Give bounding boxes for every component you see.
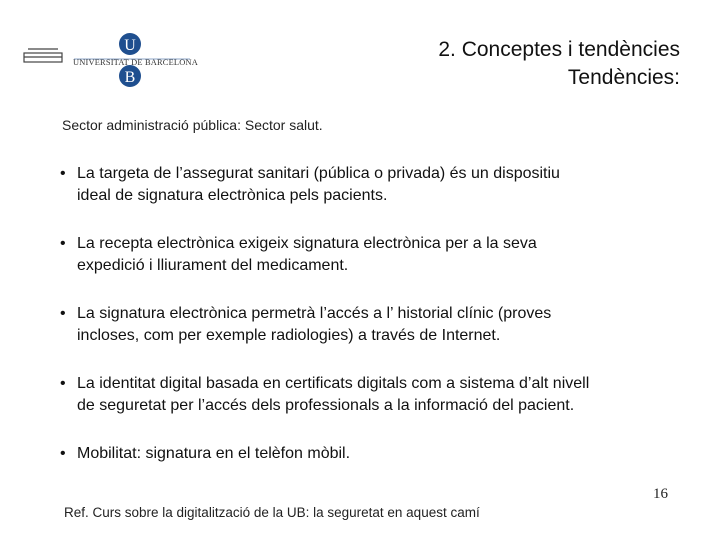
bullet-dot: • bbox=[60, 375, 66, 392]
bullet-line: La recepta electrònica exigeix signatura electrònica per a la seva bbox=[77, 235, 537, 252]
bullet-dot: • bbox=[60, 235, 66, 252]
bullet-line: de seguretat per l’accés dels professionals a la informació del pacient. bbox=[77, 397, 575, 414]
bullet-line: La targeta de l’assegurat sanitari (pública o privada) és un dispositiu bbox=[77, 165, 560, 182]
page-number: 16 bbox=[653, 486, 668, 502]
logo-wordmark: UNIVERSITAT DE BARCELONA bbox=[73, 58, 198, 67]
bullet-line: expedició i lliurament del medicament. bbox=[77, 257, 349, 274]
bullet-line: La signatura electrònica permetrà l’accés a l’ historial clínic (proves bbox=[77, 305, 552, 322]
university-logo-graphic bbox=[22, 28, 202, 92]
bullet-item bbox=[57, 373, 677, 417]
logo-letter-b: B bbox=[124, 69, 136, 86]
bullet-item bbox=[57, 303, 677, 347]
bullet-item bbox=[57, 443, 677, 465]
bullet-item bbox=[57, 233, 677, 277]
logo-letter-u: U bbox=[124, 37, 136, 54]
university-logo bbox=[22, 28, 202, 92]
bullet-list bbox=[57, 163, 677, 491]
bullet-line: La identitat digital basada en certificats digitals com a sistema d’alt nivell bbox=[77, 375, 590, 392]
bullet-dot: • bbox=[60, 165, 66, 182]
bullet-item bbox=[57, 163, 677, 207]
bullet-line: incloses, com per exemple radiologies) a través de Internet. bbox=[77, 327, 501, 344]
reference-note: Ref. Curs sobre la digitalització de la UB: la seguretat en aquest camí bbox=[64, 505, 480, 520]
bullet-dot: • bbox=[60, 445, 66, 462]
slide-subtitle: Sector administració pública: Sector salut. bbox=[62, 117, 323, 133]
bullet-dot: • bbox=[60, 305, 66, 322]
building-icon bbox=[24, 49, 62, 62]
title-line-2: Tendències: bbox=[567, 66, 680, 89]
slide-title bbox=[438, 36, 680, 92]
title-line-1: 2. Conceptes i tendències bbox=[438, 38, 680, 61]
bullet-line: Mobilitat: signatura en el telèfon mòbil. bbox=[77, 445, 351, 462]
bullet-line: ideal de signatura electrònica pels pacients. bbox=[77, 187, 388, 204]
